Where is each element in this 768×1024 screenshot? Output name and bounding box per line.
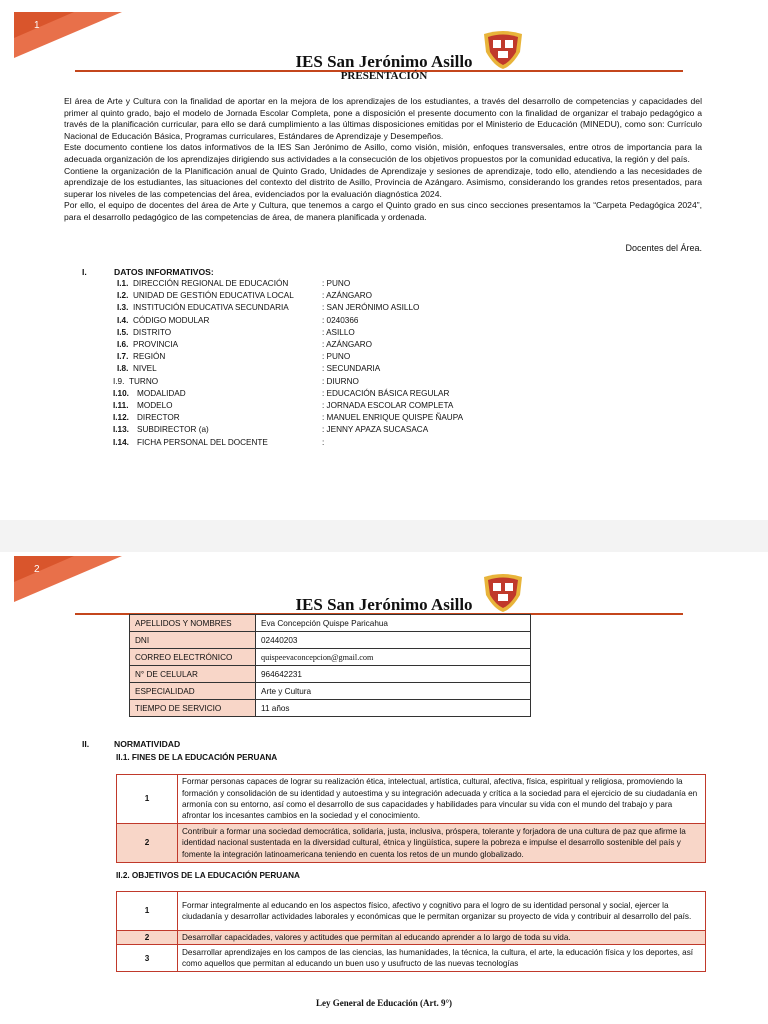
paragraph: El área de Arte y Cultura con la finalidad de aportar en la mejora de los aprendizajes de los estudiantes, a través del desarrollo de competencias y capacidades del primer al quinto grado, bajo el modelo de Jornada Escolar Completa, pone a disposición el presente documento con la finalidad de organizar el trabajo pedagógico a través de la planificación curricular, para ello se dará cumplimiento a las últimas disposiciones emitidas por el Ministerio de Educación (MINEDU), como son: Currículo Nacional de Educación Básica, Programas curriculares, Estándares de Aprendizaje y Desempeños. [64,96,702,141]
info-label: CÓDIGO MODULAR [133,315,210,325]
info-label: SUBDIRECTOR (a) [137,425,209,435]
field-value: quispeevaconcepcion@gmail.com [256,649,531,666]
paragraph: Contiene la organización de la Planificación anual de Quinto Grado, Unidades de Aprendizaje y sesiones de aprendizaje, todo ello, atendiendo a las necesidades de aprendizaje de los estudiantes, las situaciones del contexto del distrito de Asillo, Provincia de Azángaro. Asimismo, considerando los grandes retos presentados, para superar los niveles de las competencias del área, evidenciados por la evaluación diagnóstica 2024. [64,165,702,199]
footer-citation: Ley General de Educación (Art. 9°) [315,998,453,1008]
info-value: : JORNADA ESCOLAR COMPLETA [322,401,454,410]
section-number: I. [82,267,87,277]
info-row [0,438,768,450]
info-value: : [322,437,325,447]
info-number: I.6. [117,340,129,349]
table-row [130,666,531,683]
row-text: Formar personas capaces de lograr su realización ética, intelectual, artística, cultural, afectiva, física, espiritual y religiosa, promoviendo la formación y consolidación de su identidad y autoestima y su integración adecuada y crítica a la sociedad para el ejercicio de su ciudadanía en armonía con su entorno, así como el desarrollo de sus capacidades y habilidades para vincular su vida con el mundo del trabajo y para afrontar los incesantes cambios en la sociedad y el conocimiento. [178,775,706,824]
info-number: I.4. [117,315,129,325]
info-label: MODELO [137,401,173,410]
row-text: Contribuir a formar una sociedad democrática, solidaria, justa, inclusiva, próspera, tolerante y forjadora de una cultura de paz que afirme la identidad nacional sustentada en la diversidad cultural, étnica y lingüística, supere la pobreza e impulse el desarrollo sostenible del país y fomente la integración latinoamericana teniendo en cuenta los retos de un mundo globalizado. [178,824,706,863]
info-number: I.9. [113,376,125,386]
field-label: ESPECIALIDAD [130,683,256,700]
field-value: Arte y Cultura [256,683,531,700]
field-label: N° DE CELULAR [130,666,256,683]
paragraph: Por ello, el equipo de docentes del área de Arte y Cultura, que tenemos a cargo el Quinto grado en sus cinco secciones presentamos la “Carpeta Pedagógica 2024”, para el desarrollo pedagógico de las competencias de área, de manera planificada y ordenada. [64,200,702,222]
table-row [117,775,706,824]
info-row [0,303,768,315]
table-row [117,931,706,945]
row-number: 1 [117,775,178,824]
info-number: I.1. [117,279,129,288]
info-row [0,316,768,328]
info-value: : SAN JERÓNIMO ASILLO [322,303,420,313]
info-number: I.13. [113,425,129,435]
table-row [117,824,706,863]
info-value: : 0240366 [322,315,359,325]
info-label: NIVEL [133,364,157,374]
info-row [0,328,768,340]
info-number: I.14. [113,437,129,447]
field-value: 11 años [256,700,531,717]
table-row [130,615,531,632]
info-row [0,364,768,376]
info-value: : AZÁNGARO [322,340,373,349]
info-label: DISTRITO [133,327,172,337]
school-title: IES San Jerónimo Asillo [295,52,473,71]
info-row [0,389,768,401]
field-label: APELLIDOS Y NOMBRES [130,615,256,632]
info-value: : PUNO [322,352,351,362]
subsection-title: II.1. FINES DE LA EDUCACIÓN PERUANA [116,753,278,762]
fines-table [116,774,706,863]
row-text: Formar integralmente al educando en los aspectos físico, afectivo y cognitivo para el logro de su identidad personal y social, ejercer la ciudadanía y desarrollar actividades laborales y económicas que le permitan organizar su proyecto de vida y contribuir al desarrollo del país. [178,892,706,931]
info-label: REGIÓN [133,352,166,362]
info-label: DIRECTOR [137,413,180,423]
info-label: TURNO [129,376,159,386]
info-number: I.8. [117,364,129,374]
info-row [0,401,768,413]
presentation-heading: PRESENTACIÓN [340,70,428,82]
info-value: : SECUNDARIA [322,364,381,374]
info-row [0,291,768,303]
info-row [0,352,768,364]
signature-line: Docentes del Área. [625,243,702,253]
field-label: TIEMPO DE SERVICIO [130,700,256,717]
table-row [130,649,531,666]
info-number: I.12. [113,413,129,423]
school-title: IES San Jerónimo Asillo [295,595,473,614]
row-number: 3 [117,945,178,972]
info-value: : PUNO [322,279,351,288]
info-value: : JENNY APAZA SUCASACA [322,425,429,435]
subsection-title: II.2. OBJETIVOS DE LA EDUCACIÓN PERUANA [116,871,300,880]
info-row [0,425,768,437]
table-row [130,683,531,700]
section-number: II. [82,739,90,749]
row-text: Desarrollar aprendizajes en los campos de las ciencias, las humanidades, la técnica, la cultura, el arte, la educación física y los deportes, así como aquellos que permitan al educando un buen uso y usufructo de las nuevas tecnologías [178,945,706,972]
page-number: 1 [34,20,40,31]
info-row [0,340,768,352]
field-value: 02440203 [256,632,531,649]
field-value: Eva Concepción Quispe Paricahua [256,615,531,632]
presentation-text [64,96,702,224]
section-title: DATOS INFORMATIVOS: [114,267,214,277]
info-label: MODALIDAD [137,388,186,398]
info-label: UNIDAD DE GESTIÓN EDUCATIVA LOCAL [133,291,294,301]
objetivos-table [116,891,706,972]
table-row [117,945,706,972]
info-label: PROVINCIA [133,340,179,349]
table-row [117,892,706,931]
info-label: INSTITUCIÓN EDUCATIVA SECUNDARIA [133,303,289,313]
info-number: I.5. [117,327,129,337]
row-number: 2 [117,931,178,945]
info-value: : MANUEL ENRIQUE QUISPE ÑAUPA [322,413,464,423]
info-value: : ASILLO [322,327,355,337]
info-value: : EDUCACIÓN BÁSICA REGULAR [322,388,450,398]
info-value: : AZÁNGARO [322,291,373,301]
info-number: I.3. [117,303,129,313]
section-title: NORMATIVIDAD [114,739,181,749]
info-row [0,377,768,389]
school-crest-icon [482,30,524,70]
page-number: 2 [34,564,40,575]
field-label: DNI [130,632,256,649]
info-number: I.11. [113,401,129,410]
info-row [0,279,768,291]
info-number: I.7. [117,352,129,362]
paragraph: Este documento contiene los datos informativos de la IES San Jerónimo de Asillo, como visión, misión, enfoques transversales, entre otros de importancia para la adecuada organización de los aprendizajes dirigiendo sus actividades a la consecución de los objetivos propuestos por la comunidad educativa, la región y del país. [64,142,702,164]
field-value: 964642231 [256,666,531,683]
row-number: 1 [117,892,178,931]
info-row [0,413,768,425]
row-text: Desarrollar capacidades, valores y actitudes que permitan al educando aprender a lo largo de toda su vida. [178,931,706,945]
info-value: : DIURNO [322,376,359,386]
info-label: FICHA PERSONAL DEL DOCENTE [137,437,268,447]
teacher-profile-table [129,614,531,717]
page-gap [0,520,768,552]
row-number: 2 [117,824,178,863]
info-number: I.2. [117,291,129,301]
table-row [130,700,531,717]
info-label: DIRECCIÓN REGIONAL DE EDUCACIÓN [133,279,289,288]
table-row [130,632,531,649]
school-crest-icon [482,573,524,613]
info-number: I.10. [113,388,129,398]
field-label: CORREO ELECTRÓNICO [130,649,256,666]
